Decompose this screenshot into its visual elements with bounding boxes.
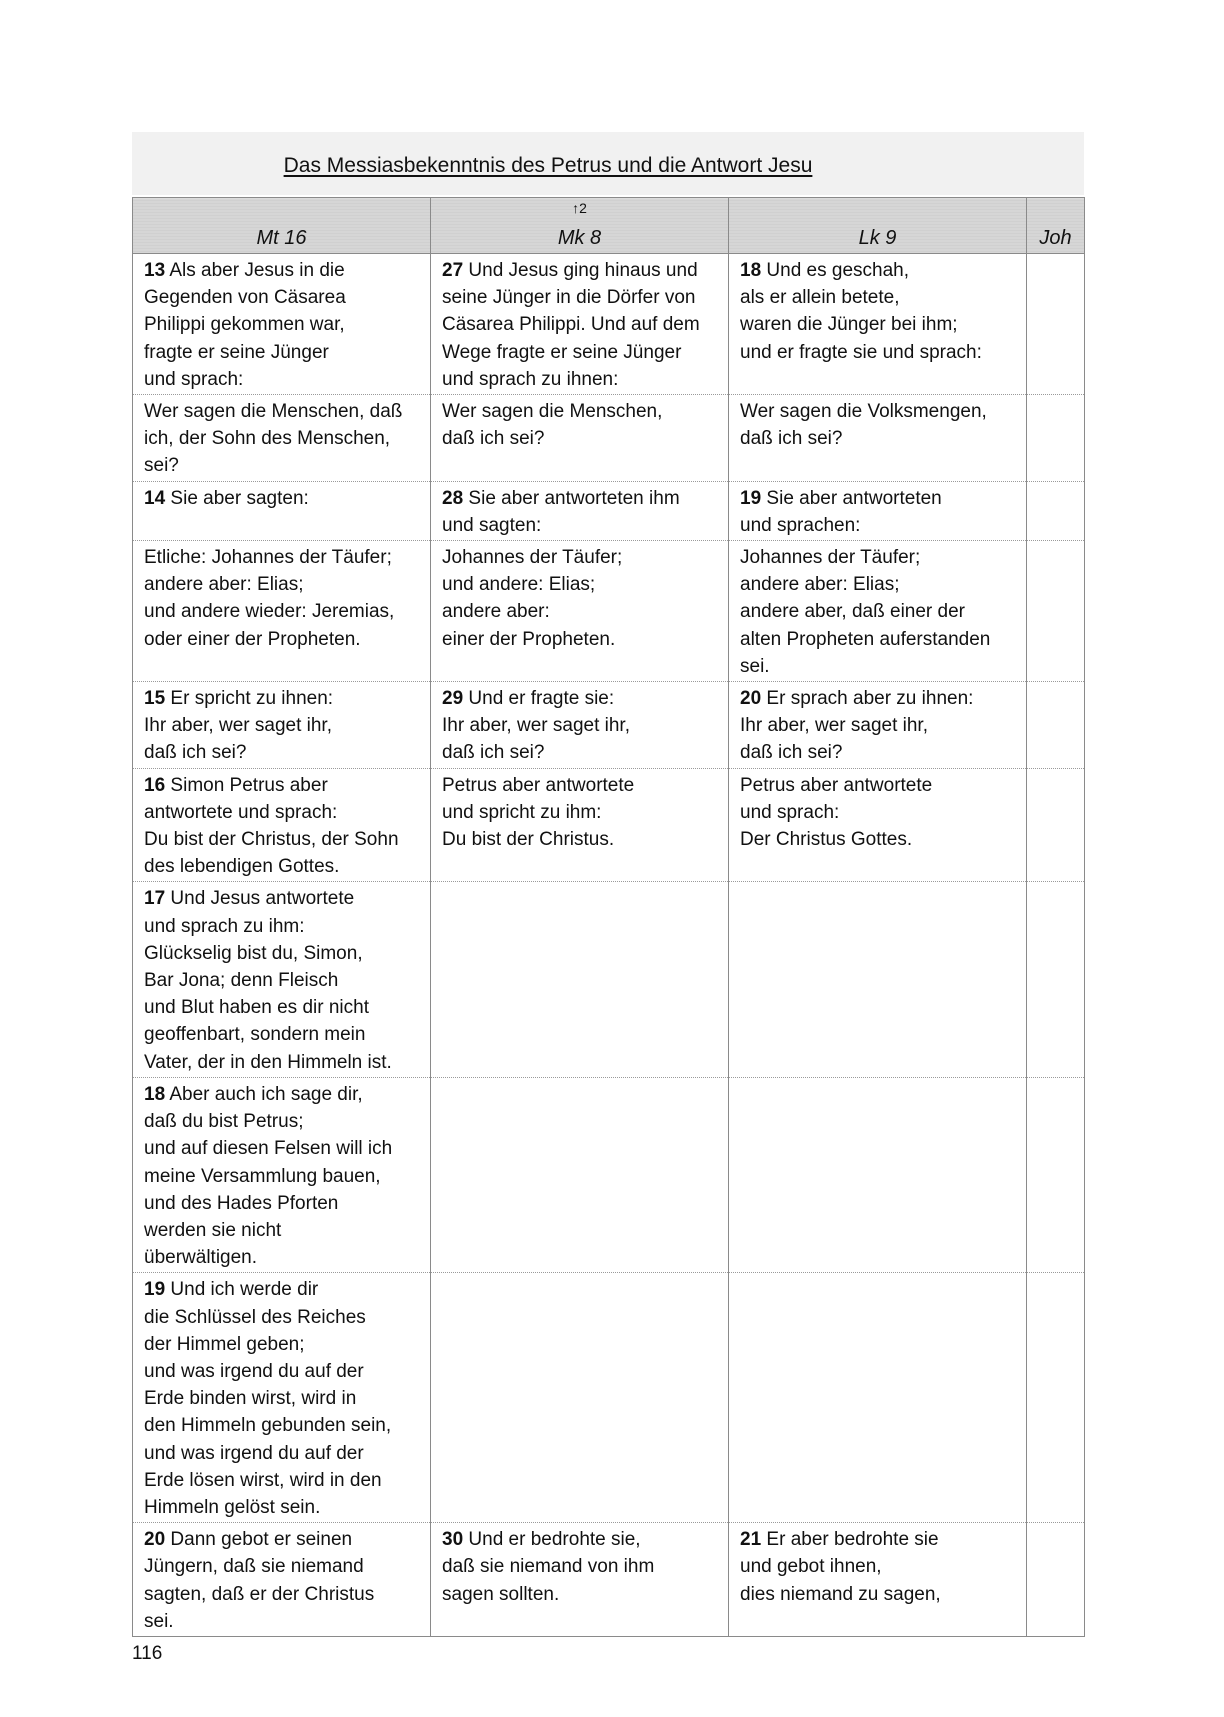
verse-number: 15	[144, 688, 166, 710]
table-row	[133, 1077, 1085, 1272]
table-row	[133, 682, 1085, 769]
verse-number: 14	[144, 487, 166, 509]
cell-lk	[729, 1077, 1027, 1272]
column-header-mt: Mt 16	[133, 198, 431, 254]
verse-text: Und Jesus ging hinaus und seine Jünger in die Dörfer von Cäsarea Philippi. Und auf dem Wege fragte er seine Jünger und sprach zu ihnen:	[442, 260, 700, 390]
verse-text: Simon Petrus aber antwortete und sprach: Du bist der Christus, der Sohn des lebendigen Gottes.	[144, 774, 399, 878]
cell-mk	[431, 768, 729, 882]
table-row	[133, 541, 1085, 682]
cell-mk	[431, 1273, 729, 1523]
verse-number: 19	[144, 1279, 166, 1301]
verse-number: 20	[740, 688, 762, 710]
verse-text: Sie aber sagten:	[165, 487, 309, 509]
cell-mt	[133, 254, 431, 395]
table-row	[133, 481, 1085, 540]
verse-number: 18	[144, 1083, 166, 1105]
cell-lk	[729, 1523, 1027, 1637]
cell-joh	[1027, 395, 1085, 482]
verse-number: 13	[144, 260, 166, 281]
verse-text: Johannes der Täufer; andere aber: Elias; andere aber, daß einer der alten Propheten auferstanden sei.	[740, 547, 991, 677]
table-row	[133, 882, 1085, 1077]
verse-text: Er aber bedrohte sie und gebot ihnen, dies niemand zu sagen,	[740, 1529, 941, 1605]
cell-lk	[729, 882, 1027, 1077]
cell-mt	[133, 541, 431, 682]
cell-mt	[133, 1273, 431, 1523]
verse-text: Und er bedrohte sie, daß sie niemand von ihm sagen sollten.	[442, 1529, 655, 1605]
cell-lk	[729, 682, 1027, 769]
cell-mt	[133, 1077, 431, 1272]
table-row	[133, 254, 1085, 395]
verse-text: Und er fragte sie: Ihr aber, wer saget ihr, daß ich sei?	[442, 688, 630, 764]
cell-lk	[729, 1273, 1027, 1523]
verse-text: Als aber Jesus in die Gegenden von Cäsarea Philippi gekommen war, fragte er seine Jünger und sprach:	[144, 260, 346, 390]
verse-text: Sie aber antworteten und sprachen:	[740, 487, 942, 536]
verse-number: 28	[442, 487, 464, 509]
verse-text: Er sprach aber zu ihnen: Ihr aber, wer saget ihr, daß ich sei?	[740, 688, 974, 764]
cell-mk	[431, 481, 729, 540]
cell-mk	[431, 395, 729, 482]
verse-text: Petrus aber antwortete und spricht zu ihm: Du bist der Christus.	[442, 774, 635, 851]
cell-mk	[431, 254, 729, 395]
cell-mk	[431, 1077, 729, 1272]
column-header-mk	[431, 198, 729, 254]
cell-joh	[1027, 481, 1085, 540]
cell-mt	[133, 1523, 431, 1637]
cell-mk	[431, 882, 729, 1077]
verse-text: Und ich werde dir die Schlüssel des Reiches der Himmel geben; und was irgend du auf der Erde binden wirst, wird in den Himmeln gebunden sein, und was irgend du auf der Erde lösen wirst, wird in den Himmeln gelöst sein.	[144, 1279, 392, 1518]
verse-text: Und Jesus antwortete und sprach zu ihm: Glückselig bist du, Simon, Bar Jona; denn Fleisch und Blut haben es dir nicht geoffenbart, sondern mein Vater, der in den Himmeln ist.	[144, 888, 392, 1073]
verse-number: 16	[144, 774, 166, 796]
column-header-joh: Joh	[1027, 198, 1085, 254]
verse-text: Dann gebot er seinen Jüngern, daß sie niemand sagten, daß er der Christus sei.	[144, 1529, 375, 1632]
verse-number: 21	[740, 1529, 762, 1551]
cell-lk	[729, 481, 1027, 540]
verse-number: 20	[144, 1529, 166, 1551]
cell-mt	[133, 395, 431, 482]
verse-number: 29	[442, 688, 464, 710]
cell-mt	[133, 768, 431, 882]
table-row	[133, 1523, 1085, 1637]
cell-lk	[729, 395, 1027, 482]
cell-joh	[1027, 682, 1085, 769]
verse-text: Wer sagen die Menschen, daß ich sei?	[442, 401, 663, 450]
cell-mk	[431, 682, 729, 769]
table-row	[133, 1273, 1085, 1523]
verse-text: Und es geschah, als er allein betete, waren die Jünger bei ihm; und er fragte sie und sprach:	[740, 260, 982, 363]
cell-joh	[1027, 1077, 1085, 1272]
cell-joh	[1027, 1273, 1085, 1523]
column-header-lk: Lk 9	[729, 198, 1027, 254]
cell-joh	[1027, 1523, 1085, 1637]
cell-lk	[729, 541, 1027, 682]
cell-mk	[431, 1523, 729, 1637]
verse-text: Wer sagen die Menschen, daß ich, der Sohn des Menschen, sei?	[144, 401, 403, 477]
verse-number: 30	[442, 1529, 464, 1551]
table-row	[133, 768, 1085, 882]
cell-joh	[1027, 541, 1085, 682]
verse-text: Sie aber antworteten ihm und sagten:	[442, 487, 680, 536]
verse-number: 17	[144, 888, 166, 910]
cell-joh	[1027, 882, 1085, 1077]
cell-mt	[133, 682, 431, 769]
verse-number: 27	[442, 260, 464, 281]
verse-text: Johannes der Täufer; und andere: Elias; andere aber: einer der Propheten.	[442, 547, 623, 650]
verse-text: Wer sagen die Volksmengen, daß ich sei?	[740, 401, 987, 450]
column-header-mk-label: Mk 8	[557, 227, 602, 249]
page-number: 116	[132, 1643, 163, 1664]
synopsis-table	[132, 197, 1085, 1637]
page-title: Das Messiasbekenntnis des Petrus und die Antwort Jesu	[283, 154, 813, 177]
cell-mk	[431, 541, 729, 682]
verse-text: Petrus aber antwortete und sprach: Der Christus Gottes.	[740, 774, 933, 851]
verse-number: 19	[740, 487, 762, 509]
cell-lk	[729, 768, 1027, 882]
verse-text: Etliche: Johannes der Täufer; andere aber: Elias; und andere wieder: Jeremias, oder einer der Propheten.	[144, 547, 395, 650]
verse-number: 18	[740, 260, 762, 281]
cell-joh	[1027, 254, 1085, 395]
verse-text: Er spricht zu ihnen: Ihr aber, wer saget ihr, daß ich sei?	[144, 688, 334, 764]
header-row	[133, 198, 1085, 254]
cell-mt	[133, 481, 431, 540]
cell-lk	[729, 254, 1027, 395]
verse-text: Aber auch ich sage dir, daß du bist Petrus; und auf diesen Felsen will ich meine Versammlung bauen, und des Hades Pforten werden sie nicht überwältigen.	[144, 1083, 393, 1269]
table-row	[133, 395, 1085, 482]
cell-joh	[1027, 768, 1085, 882]
cross-reference-arrow: ↑2	[572, 200, 587, 216]
cell-mt	[133, 882, 431, 1077]
